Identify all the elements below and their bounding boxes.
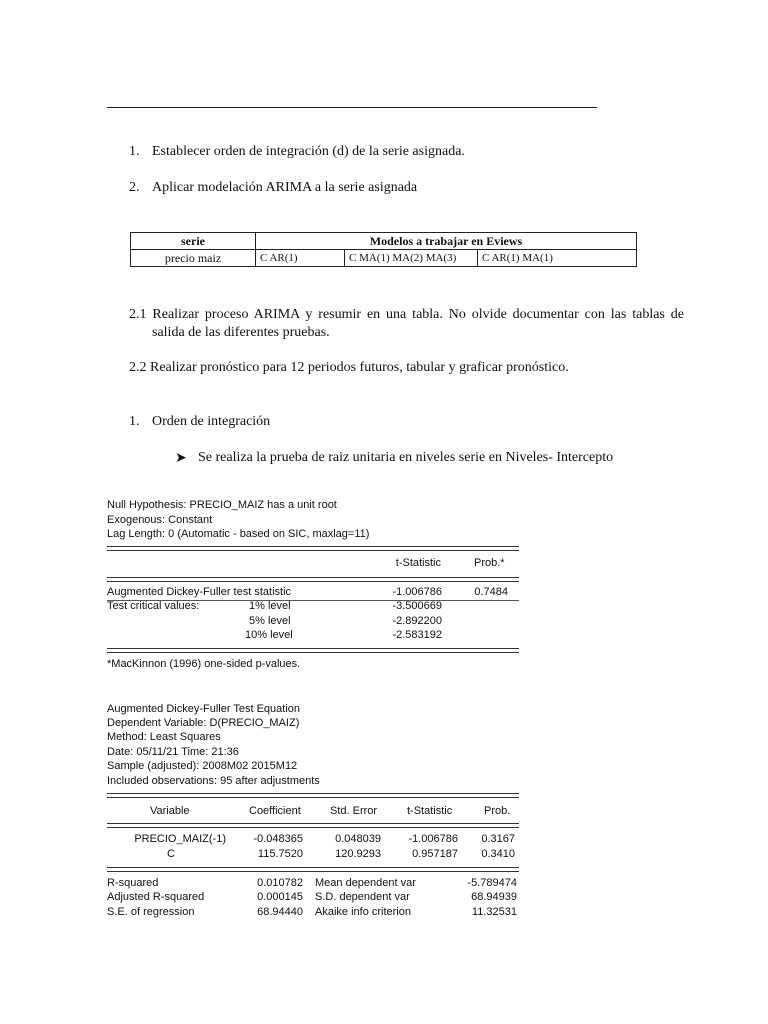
header-models: Modelos a trabajar en Eviews [256, 233, 637, 250]
adf-null-hypothesis: Null Hypothesis: PRECIO_MAIZ has a unit root [107, 499, 337, 511]
list-num: 1. [129, 144, 140, 159]
adf-rule-top [107, 546, 519, 551]
stat-value: -5.789474 [467, 877, 517, 889]
stat-label: S.D. dependent var [315, 891, 410, 903]
eq-row-coef: 115.7520 [257, 848, 303, 860]
cell-model-1: C AR(1) [256, 250, 345, 267]
eq-row-se: 120.9293 [335, 848, 381, 860]
eq-line: Dependent Variable: D(PRECIO_MAIZ) [107, 717, 300, 729]
paragraph-2-1-text: 2.1 Realizar proceso ARIMA y resumir en una tabla. No olvide documentar con las tablas de salida de las diferentes pruebas. [129, 307, 684, 340]
list-item-2-text: Aplicar modelación ARIMA a la serie asignada [152, 180, 418, 195]
eq-line: Method: Least Squares [107, 731, 221, 743]
eq-row-t: -1.006786 [408, 833, 458, 845]
list-item-1 [129, 144, 140, 160]
stat-label: Adjusted R-squared [107, 891, 205, 903]
cell-serie: precio maiz [131, 250, 256, 267]
adf-crit-level: 10% level [245, 629, 293, 641]
section-title: Orden de integración [152, 414, 271, 429]
stat-label: R-squared [107, 877, 159, 889]
eq-header-coefficient: Coefficient [249, 805, 301, 817]
bullet-text: Se realiza la prueba de raiz unitaria en niveles serie en Niveles- Intercepto [198, 450, 614, 465]
adf-rule-bottom [107, 648, 519, 653]
stat-value: 68.94939 [471, 891, 517, 903]
section-num: 1. [129, 414, 140, 429]
eq-row-se: 0.048039 [335, 833, 381, 845]
eq-header-prob: Prob. [484, 805, 511, 817]
eq-header-tstat: t-Statistic [407, 805, 453, 817]
adf-crit-label: Test critical values: [107, 600, 200, 612]
eq-rule-mid [107, 823, 519, 828]
eq-rule-stats [107, 867, 519, 872]
eq-line: Date: 05/11/21 Time: 21:36 [107, 746, 239, 758]
eq-row-variable: C [167, 848, 175, 860]
stat-label: Mean dependent var [315, 877, 416, 889]
adf-stat-label: Augmented Dickey-Fuller test statistic [107, 586, 292, 598]
paragraph-2-2: 2.2 Realizar pronóstico para 12 periodos futuros, tabular y graficar pronóstico. [129, 360, 569, 375]
models-table [130, 232, 637, 267]
adf-exogenous: Exogenous: Constant [107, 514, 213, 526]
stat-value: 68.94440 [257, 906, 303, 918]
stat-value: 0.010782 [257, 877, 303, 889]
list-item-2 [129, 180, 140, 196]
paragraph-2-1 [129, 306, 684, 342]
cell-model-3: C AR(1) MA(1) [478, 250, 637, 267]
stat-label: S.E. of regression [107, 906, 195, 918]
arrow-bullet-icon: ➤ [175, 451, 187, 466]
top-rule [107, 107, 597, 108]
adf-col-t: t-Statistic [395, 557, 441, 569]
adf-crit-value: -2.892200 [392, 615, 442, 627]
adf-crit-value: -3.500669 [392, 600, 442, 612]
stat-label: Akaike info criterion [315, 906, 411, 918]
eq-row-variable: PRECIO_MAIZ(-1) [134, 833, 226, 845]
adf-crit-level: 1% level [249, 600, 291, 612]
adf-rule-mid [107, 577, 519, 582]
eq-line: Augmented Dickey-Fuller Test Equation [107, 703, 301, 715]
eq-row-p: 0.3167 [481, 833, 515, 845]
eq-rule-top [107, 793, 519, 798]
eq-line: Included observations: 95 after adjustments [107, 775, 320, 787]
cell-model-2: C MA(1) MA(2) MA(3) [345, 250, 478, 267]
adf-lag-length: Lag Length: 0 (Automatic - based on SIC, maxlag=11) [107, 528, 370, 540]
eq-row-p: 0.3410 [481, 848, 515, 860]
adf-crit-value: -2.583192 [392, 629, 442, 641]
adf-crit-level: 5% level [249, 615, 291, 627]
stat-value: 11.32531 [471, 906, 517, 918]
adf-stat-t: -1.006786 [392, 586, 442, 598]
eq-row-coef: -0.048365 [253, 833, 303, 845]
eq-header-stderror: Std. Error [330, 805, 378, 817]
stat-value: 0.000145 [257, 891, 303, 903]
adf-note: *MacKinnon (1996) one-sided p-values. [107, 658, 301, 670]
eq-line: Sample (adjusted): 2008M02 2015M12 [107, 760, 298, 772]
header-serie: serie [131, 233, 256, 250]
eq-header-variable: Variable [150, 805, 190, 817]
eq-row-t: 0.957187 [412, 848, 458, 860]
adf-col-p: Prob.* [474, 557, 505, 569]
list-num: 2. [129, 180, 140, 195]
adf-stat-p: 0.7484 [474, 586, 508, 598]
list-item-1-text: Establecer orden de integración (d) de la serie asignada. [152, 144, 465, 159]
